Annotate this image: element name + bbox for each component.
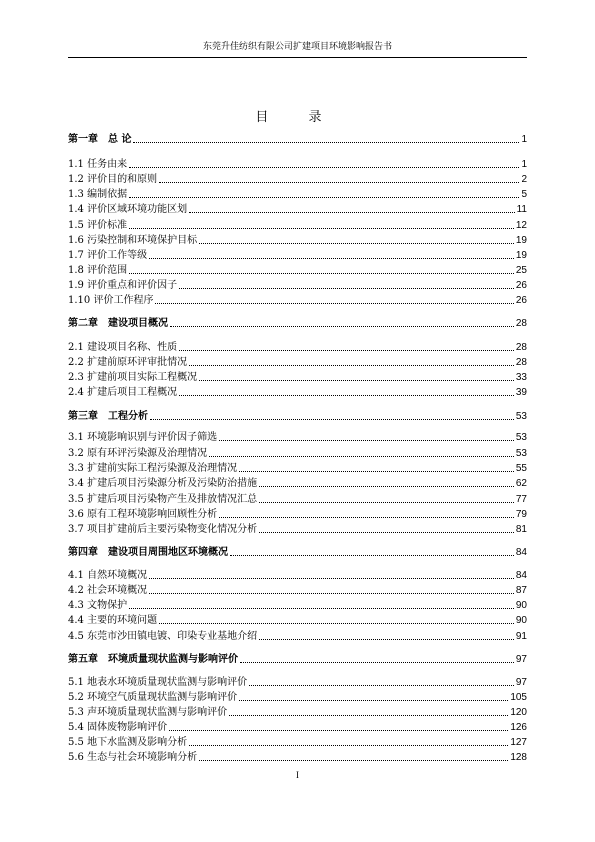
dot-leader — [249, 685, 514, 686]
toc-section-entry[interactable] — [68, 476, 527, 490]
toc-section-entry[interactable] — [68, 720, 527, 734]
dot-leader — [149, 593, 514, 594]
toc-entry-label: 4.1 自然环境概况 — [68, 570, 148, 581]
toc-entry-page: 1 — [521, 159, 527, 170]
toc-entry-label: 第二章 建设项目概况 — [68, 318, 168, 329]
page-number: I — [296, 770, 299, 780]
dot-leader — [129, 608, 514, 609]
toc-entry-page: 53 — [515, 411, 527, 422]
toc-entry-page: 53 — [515, 448, 527, 459]
toc-entry-label: 5.2 环境空气质量现状监测与影响评价 — [68, 692, 238, 703]
toc-section-entry[interactable] — [68, 583, 527, 597]
dot-leader — [129, 167, 519, 168]
dot-leader — [259, 532, 514, 533]
toc-section-entry[interactable] — [68, 278, 527, 292]
dot-leader — [199, 760, 508, 761]
dot-leader — [219, 517, 514, 518]
toc-entry-page: 90 — [515, 615, 527, 626]
toc-entry-page: 127 — [510, 737, 527, 748]
toc-entry-page: 33 — [515, 372, 527, 383]
toc-section-entry[interactable] — [68, 430, 527, 444]
toc-chapter-entry[interactable] — [68, 409, 527, 423]
toc-entry-label: 第四章 建设项目周围地区环境概况 — [68, 547, 228, 558]
dot-leader — [259, 502, 514, 503]
toc-entry-label: 1.2 评价目的和原则 — [68, 174, 158, 185]
toc-section-entry[interactable] — [68, 613, 527, 627]
toc-entry-label: 4.2 社会环境概况 — [68, 585, 148, 596]
toc-entry-page: 84 — [515, 570, 527, 581]
dot-leader — [179, 350, 514, 351]
toc-entry-label: 1.3 编制依据 — [68, 189, 128, 200]
dot-leader — [129, 228, 514, 229]
toc-entry-label: 3.4 扩建后项目污染源分析及污染防治措施 — [68, 478, 258, 489]
toc-entry-page: 97 — [515, 654, 527, 665]
toc-section-entry[interactable] — [68, 735, 527, 749]
toc-section-entry[interactable] — [68, 568, 527, 582]
toc-entry-page: 120 — [510, 707, 527, 718]
toc-entry-label: 1.4 评价区域环境功能区划 — [68, 204, 188, 215]
toc-chapter-entry[interactable] — [68, 545, 527, 559]
toc-entry-page: 55 — [515, 463, 527, 474]
toc-section-entry[interactable] — [68, 446, 527, 460]
dot-leader — [259, 486, 514, 487]
toc-section-entry[interactable] — [68, 507, 527, 521]
dot-leader — [259, 639, 514, 640]
dot-leader — [129, 273, 514, 274]
toc-section-entry[interactable] — [68, 370, 527, 384]
toc-entry-label: 第三章 工程分析 — [68, 411, 148, 422]
toc-entry-label: 5.3 声环境质量现状监测与影响评价 — [68, 707, 228, 718]
toc-entry-page: 1 — [521, 134, 527, 145]
toc-entry-page: 126 — [510, 722, 527, 733]
toc-chapter-entry[interactable] — [68, 652, 527, 666]
toc-section-entry[interactable] — [68, 263, 527, 277]
toc-entry-page: 5 — [521, 189, 527, 200]
dot-leader — [219, 440, 514, 441]
toc-entry-label: 4.5 东莞市沙田镇电镀、印染专业基地介绍 — [68, 631, 258, 642]
dot-leader — [150, 419, 514, 420]
toc-entry-label: 1.1 任务由来 — [68, 159, 128, 170]
toc-chapter-entry[interactable] — [68, 316, 527, 330]
toc-entry-label: 5.4 固体废物影响评价 — [68, 722, 168, 733]
toc-entry-page: 26 — [515, 280, 527, 291]
toc-entry-label: 1.6 污染控制和环境保护目标 — [68, 235, 198, 246]
toc-entry-page: 97 — [515, 677, 527, 688]
dot-leader — [179, 288, 514, 289]
dot-leader — [133, 142, 519, 143]
toc-entry-page: 91 — [515, 631, 527, 642]
dot-leader — [240, 662, 514, 663]
dot-leader — [155, 303, 513, 304]
toc-entry-page: 28 — [515, 357, 527, 368]
toc-entry-page: 128 — [510, 752, 527, 763]
toc-entry-page: 81 — [515, 524, 527, 535]
toc-entry-page: 87 — [515, 585, 527, 596]
toc-entry-label: 1.7 评价工作等级 — [68, 250, 148, 261]
toc-entry-label: 2.2 扩建前原环评审批情况 — [68, 357, 188, 368]
toc-entry-label: 1.5 评价标准 — [68, 220, 128, 231]
toc-section-entry[interactable] — [68, 675, 527, 689]
dot-leader — [169, 730, 508, 731]
toc-section-entry[interactable] — [68, 461, 527, 475]
dot-leader — [199, 243, 514, 244]
toc-section-entry[interactable] — [68, 598, 527, 612]
toc-section-entry[interactable] — [68, 340, 527, 354]
dot-leader — [189, 745, 508, 746]
dot-leader — [230, 555, 514, 556]
toc-section-entry[interactable] — [68, 157, 527, 171]
toc-entry-label: 3.7 项目扩建前后主要污染物变化情况分析 — [68, 524, 258, 535]
toc-entry-page: 2 — [521, 174, 527, 185]
page-header: 东莞升佳纺织有限公司扩建项目环境影响报告书 — [68, 39, 527, 58]
toc-section-entry[interactable] — [68, 293, 527, 307]
toc-entry-label: 3.2 原有环评污染源及治理情况 — [68, 448, 208, 459]
toc-section-entry[interactable] — [68, 233, 527, 247]
toc-entry-page: 62 — [515, 478, 527, 489]
toc-entry-label: 5.5 地下水监测及影响分析 — [68, 737, 188, 748]
toc-section-entry[interactable] — [68, 750, 527, 764]
toc-entry-label: 5.6 生态与社会环境影响分析 — [68, 752, 198, 763]
toc-section-entry[interactable] — [68, 202, 527, 216]
toc-entry-page: 90 — [515, 600, 527, 611]
dot-leader — [189, 365, 514, 366]
toc-section-entry[interactable] — [68, 355, 527, 369]
toc-entry-page: 19 — [515, 250, 527, 261]
dot-leader — [239, 471, 514, 472]
toc-entry-label: 3.1 环境影响识别与评价因子筛选 — [68, 432, 218, 443]
dot-leader — [149, 258, 514, 259]
toc-entry-page: 39 — [515, 387, 527, 398]
toc-entry-label: 第一章 总 论 — [68, 134, 132, 145]
toc-section-entry[interactable] — [68, 248, 527, 262]
toc-section-entry[interactable] — [68, 385, 527, 399]
toc-entry-page: 25 — [515, 265, 527, 276]
dot-leader — [209, 456, 514, 457]
dot-leader — [199, 380, 514, 381]
toc-entry-label: 3.5 扩建后项目污染物产生及排放情况汇总 — [68, 494, 258, 505]
toc-entry-label: 1.10 评价工作程序 — [68, 295, 154, 306]
toc-entry-page: 105 — [510, 692, 527, 703]
dot-leader — [159, 182, 519, 183]
dot-leader — [189, 212, 515, 213]
toc-entry-label: 1.8 评价范围 — [68, 265, 128, 276]
toc-section-entry[interactable] — [68, 522, 527, 536]
dot-leader — [179, 395, 514, 396]
toc-entry-page: 26 — [515, 295, 527, 306]
toc-entry-page: 53 — [515, 432, 527, 443]
toc-entry-label: 2.1 建设项目名称、性质 — [68, 342, 178, 353]
toc-section-entry[interactable] — [68, 492, 527, 506]
toc-section-entry[interactable] — [68, 218, 527, 232]
toc-entry-label: 1.9 评价重点和评价因子 — [68, 280, 178, 291]
toc-section-entry[interactable] — [68, 690, 527, 704]
toc-chapter-entry[interactable] — [68, 132, 527, 146]
toc-section-entry[interactable] — [68, 172, 527, 186]
dot-leader — [170, 326, 514, 327]
toc-entry-page: 79 — [515, 509, 527, 520]
dot-leader — [229, 715, 508, 716]
toc-section-entry[interactable] — [68, 705, 527, 719]
toc-entry-label: 2.4 扩建后项目工程概况 — [68, 387, 178, 398]
toc-entry-page: 84 — [515, 547, 527, 558]
toc-title: 目 录 — [255, 110, 340, 125]
dot-leader — [129, 197, 519, 198]
dot-leader — [159, 623, 514, 624]
toc-entry-page: 77 — [515, 494, 527, 505]
toc-entry-label: 4.3 文物保护 — [68, 600, 128, 611]
toc-entry-label: 第五章 环境质量现状监测与影响评价 — [68, 654, 238, 665]
toc-section-entry[interactable] — [68, 629, 527, 643]
toc-entry-label: 3.3 扩建前实际工程污染源及治理情况 — [68, 463, 238, 474]
toc-entry-page: 28 — [515, 318, 527, 329]
toc-entry-label: 2.3 扩建前项目实际工程概况 — [68, 372, 198, 383]
toc-entry-page: 28 — [515, 342, 527, 353]
toc-entry-page: 12 — [515, 220, 527, 231]
toc-section-entry[interactable] — [68, 187, 527, 201]
toc-entry-page: 19 — [515, 235, 527, 246]
toc-entry-label: 5.1 地表水环境质量现状监测与影响评价 — [68, 677, 248, 688]
toc-entry-label: 4.4 主要的环境问题 — [68, 615, 158, 626]
dot-leader — [239, 700, 508, 701]
toc-entry-label: 3.6 原有工程环境影响回顾性分析 — [68, 509, 218, 520]
toc-entry-page: 11 — [516, 204, 527, 215]
dot-leader — [149, 578, 514, 579]
